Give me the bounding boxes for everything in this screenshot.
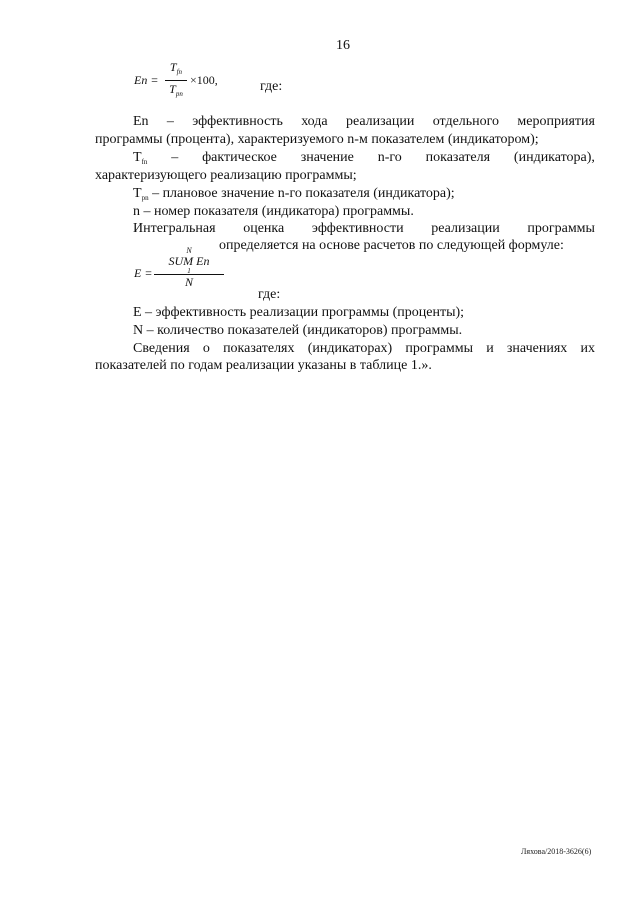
summary-line1: Сведения о показателях (индикаторах) программы и значениях их (133, 341, 595, 356)
summary-line2: показателей по годам реализации указаны в таблице 1.». (95, 358, 432, 373)
where-label-2: где: (258, 287, 281, 302)
tpn-definition: $T_{pn}$ – плановое значение n-го показателя (индикатора); (133, 186, 455, 202)
fraction-bar (165, 80, 187, 81)
formula2-denominator: N (184, 275, 193, 289)
formula-fraction (165, 60, 187, 101)
integral-line1: Интегральная оценка эффективности реализации программы (133, 221, 595, 236)
n-definition: n – номер показателя (индикатора) программы. (133, 204, 414, 219)
formula-denominator: $T_{pn}$ (169, 82, 183, 98)
en-definition-line2: программы (процента), характеризуемого n-м показателем (индикатором); (95, 132, 539, 147)
formula2-numerator: SUM En (168, 254, 210, 268)
integral-formula (134, 247, 224, 293)
integral-line2: определяется на основе расчетов по следующей формуле: (219, 238, 564, 253)
n-count-definition: N – количество показателей (индикаторов) программы. (133, 323, 463, 338)
formula2-fraction (154, 247, 224, 289)
page-number: 16 (336, 38, 350, 53)
sum-lower-limit: 1 (187, 267, 191, 275)
formula-numerator: $T_{fn}$ (169, 60, 183, 76)
document-footer-code: Ляхова/2018-3626(6) (521, 847, 592, 856)
formula2-lhs: E = (134, 266, 153, 280)
formula-multiplier: ×100, (190, 73, 218, 87)
tfn-definition-line2: характеризующего реализацию программы; (95, 168, 357, 183)
tfn-definition-line1: $T_{fn}$ – фактическое значение n-го показателя (индикатора), (133, 149, 595, 171)
where-label: где: (260, 79, 283, 94)
en-definition-line1: En – эффективность хода реализации отдельного мероприятия (133, 114, 595, 129)
tfn-symbol: $T_{fn}$ (133, 150, 148, 166)
formula-lhs: En = (134, 73, 159, 87)
e-definition: E – эффективность реализации программы (проценты); (133, 305, 465, 320)
sum-upper-limit: N (186, 246, 192, 255)
